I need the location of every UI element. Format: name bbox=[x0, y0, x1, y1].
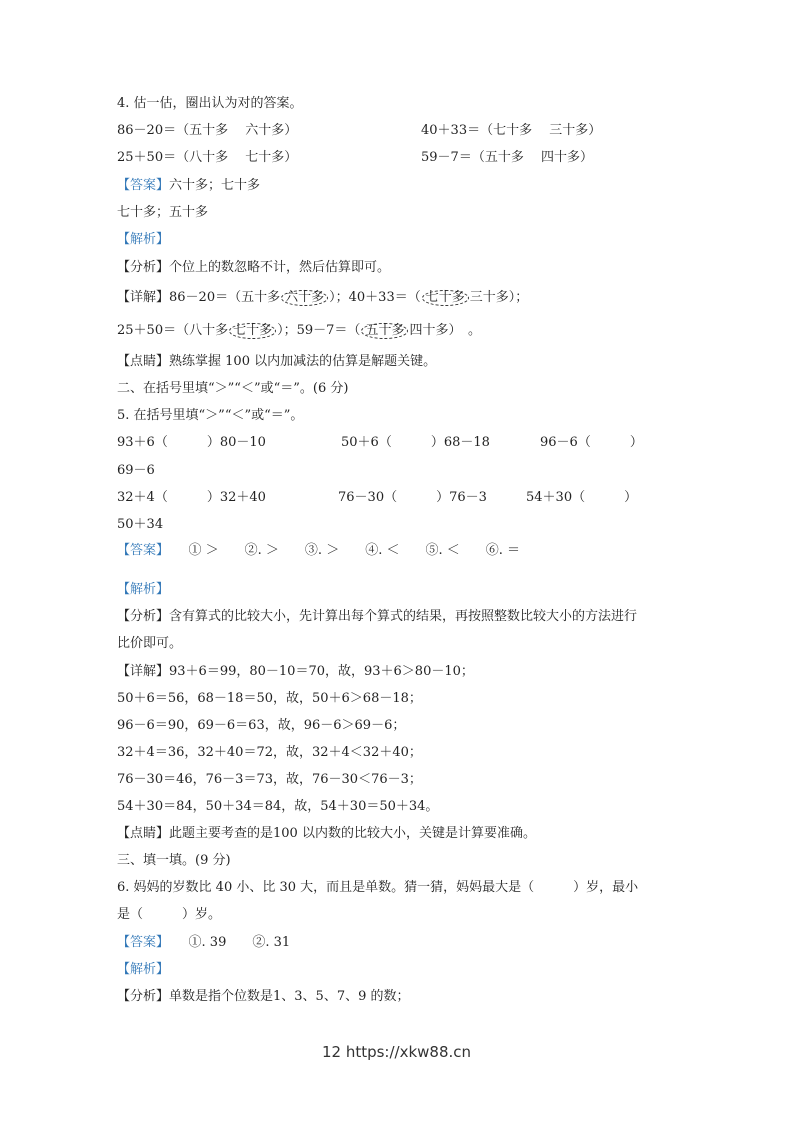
text: ）；40＋33＝（ bbox=[329, 290, 421, 305]
fenxi-tag: 【分析】 bbox=[117, 609, 170, 624]
fenxi-text: 单数是指个位数是1、3、5、7、9 的数； bbox=[169, 989, 410, 1004]
jiexi-tag: 【解析】 bbox=[117, 582, 170, 597]
answer-text: ① ＞ ②. ＞ ③. ＞ ④. ＜ ⑤. ＜ ⑥. ＝ bbox=[188, 543, 520, 558]
detail-line: 32＋4＝36，32＋40＝72，故，32＋4＜32＋40； bbox=[117, 745, 422, 760]
text: ）；59－7＝（ bbox=[277, 323, 361, 338]
q6-line1: 6. 妈妈的岁数比 40 小、比 30 大，而且是单数。猜一猜，妈妈最大是（ ）岁，最小 bbox=[117, 880, 639, 895]
q4-dianjing bbox=[117, 353, 436, 371]
detail-tag: 【详解】 bbox=[117, 664, 170, 679]
q5-r1-c: 96－6（ ） bbox=[540, 435, 643, 450]
q4-row2-right: 59－7＝（五十多 四十多） bbox=[421, 150, 593, 165]
text: 四十多） 。 bbox=[409, 323, 481, 338]
detail-line: 50＋6＝56，68－18＝50，故，50＋6＞68－18； bbox=[117, 691, 422, 706]
section-2-heading: 二、在括号里填“＞”“＜”或“＝”。(6 分) bbox=[117, 381, 349, 396]
page-footer: 12 https://xkw88.cn bbox=[321, 1043, 472, 1061]
q5-fenxi2: 比价即可。 bbox=[117, 636, 183, 651]
q4-answer bbox=[117, 177, 260, 195]
answer-text: 六十多；七十多 bbox=[169, 178, 261, 193]
q4-detail1 bbox=[117, 289, 528, 307]
q5-r1-cont: 69－6 bbox=[117, 463, 155, 478]
q6-line2: 是（ ）岁。 bbox=[117, 907, 222, 922]
detail-line: 93＋6＝99，80－10＝70，故，93＋6＞80－10； bbox=[169, 664, 474, 679]
q5-answer bbox=[117, 542, 520, 560]
q5-r2-cont: 50＋34 bbox=[117, 517, 164, 532]
detail-line: 96－6＝90，69－6＝63，故，96－6＞69－6； bbox=[117, 718, 406, 733]
text: 25＋50＝（八十多 bbox=[117, 323, 229, 338]
detail-line: 54＋30＝84，50＋34＝84，故，54＋30＝50＋34。 bbox=[117, 799, 439, 814]
q4-row1-right: 40＋33＝（七十多 三十多） bbox=[421, 123, 602, 138]
answer-tag: 【答案】 bbox=[117, 935, 163, 950]
fenxi-text: 个位上的数忽略不计，然后估算即可。 bbox=[169, 260, 391, 275]
circled-answer: 七十多 bbox=[422, 290, 469, 306]
fenxi-tag: 【分析】 bbox=[117, 260, 170, 275]
q5-dianjing bbox=[117, 825, 536, 843]
detail-tag: 【详解】 bbox=[117, 290, 170, 305]
section-3-heading: 三、填一填。(9 分) bbox=[117, 853, 231, 868]
circled-answer: 七十多 bbox=[229, 323, 276, 339]
q6-answer bbox=[117, 934, 290, 952]
q4-title: 4. 估一估，圈出认为对的答案。 bbox=[117, 96, 303, 111]
answer-tag: 【答案】 bbox=[117, 543, 163, 558]
q4-answer2: 七十多；五十多 bbox=[117, 205, 209, 220]
q4-row2-left: 25＋50＝（八十多 七十多） bbox=[117, 150, 298, 165]
circled-answer: 五十多 bbox=[361, 323, 408, 339]
circled-answer: 六十多 bbox=[281, 290, 328, 306]
q6-fenxi bbox=[117, 988, 410, 1006]
dianjing-text: 此题主要考查的是100 以内数的比较大小，关键是计算要准确。 bbox=[169, 826, 536, 841]
answer-tag: 【答案】 bbox=[117, 178, 170, 193]
detail-line: 76－30＝46，76－3＝73，故，76－30＜76－3； bbox=[117, 772, 422, 787]
q5-r2-b: 76－30（ ）76－3 bbox=[338, 490, 487, 505]
dianjing-tag: 【点睛】 bbox=[117, 354, 170, 369]
text: 86－20＝（五十多 bbox=[169, 290, 281, 305]
fenxi-text: 含有算式的比较大小，先计算出每个算式的结果，再按照整数比较大小的方法进行 bbox=[169, 609, 638, 624]
q5-r1-b: 50＋6（ ）68－18 bbox=[341, 435, 490, 450]
dianjing-tag: 【点睛】 bbox=[117, 826, 170, 841]
dianjing-text: 熟练掌握 100 以内加减法的估算是解题关键。 bbox=[169, 354, 437, 369]
text: 三十多）； bbox=[469, 290, 529, 305]
jiexi-tag: 【解析】 bbox=[117, 962, 170, 977]
fenxi-tag: 【分析】 bbox=[117, 989, 170, 1004]
jiexi-tag: 【解析】 bbox=[117, 232, 170, 247]
q4-detail2 bbox=[117, 322, 481, 340]
q5-r2-a: 32＋4（ ）32＋40 bbox=[117, 490, 266, 505]
q5-detail bbox=[117, 663, 474, 681]
q5-r2-c: 54＋30（ ） bbox=[526, 490, 638, 505]
answer-text: ①. 39 ②. 31 bbox=[188, 935, 291, 950]
q5-r1-a: 93＋6（ ）80－10 bbox=[117, 435, 266, 450]
q5-title: 5. 在括号里填“＞”“＜”或“＝”。 bbox=[117, 408, 304, 423]
q4-row1-left: 86－20＝（五十多 六十多） bbox=[117, 123, 298, 138]
q5-fenxi bbox=[117, 608, 637, 626]
q4-fenxi bbox=[117, 259, 390, 277]
